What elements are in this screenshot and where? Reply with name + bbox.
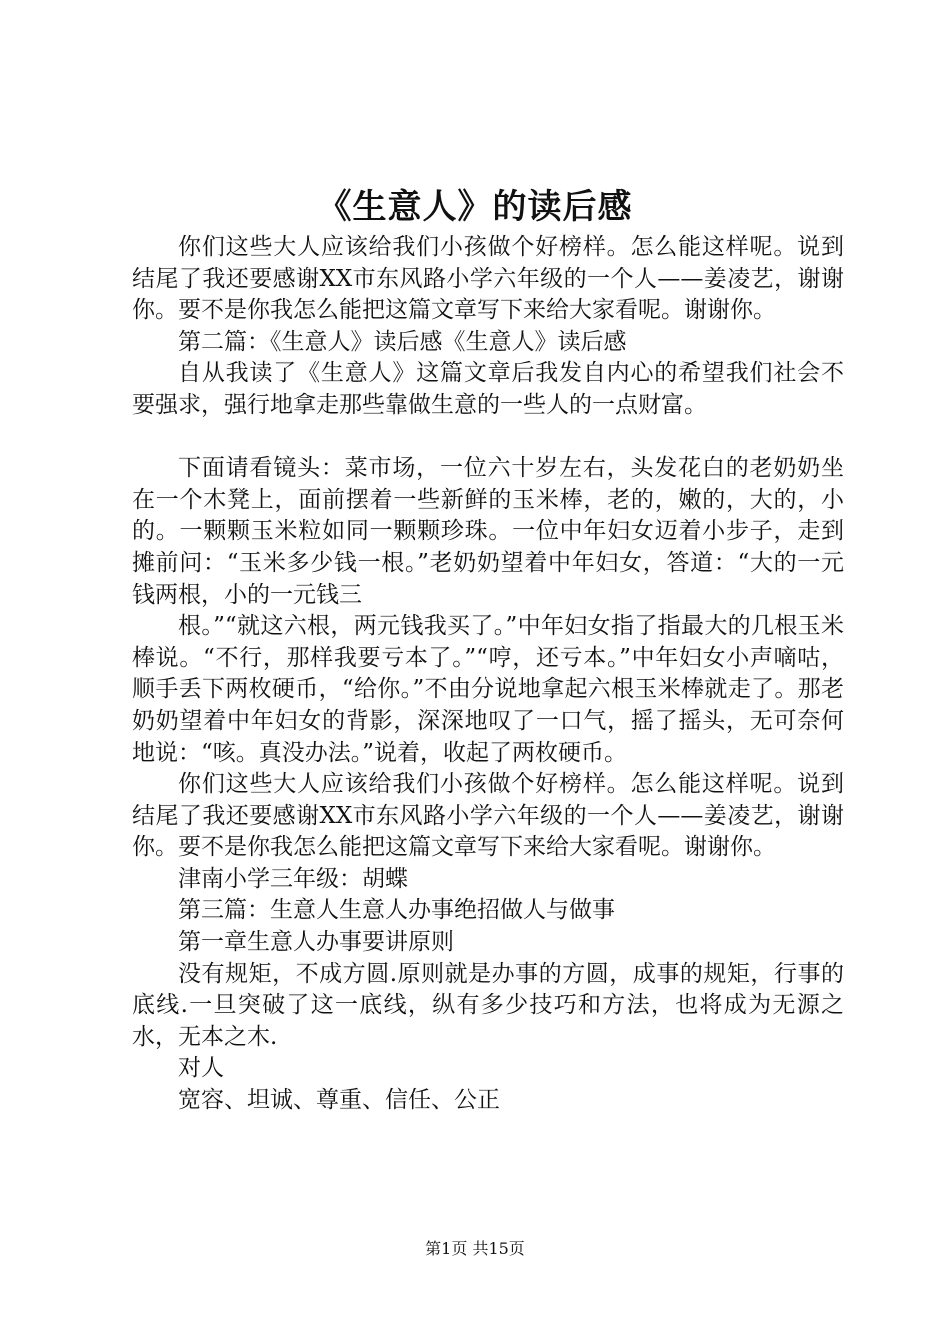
paragraph: 你们这些大人应该给我们小孩做个好榜样。怎么能这样呢。说到结尾了我还要感谢XX市东风路小学六年级的一个人——姜凌艺，谢谢你。要不是你我怎么能把这篇文章写下来给大家看呢。谢谢你。	[132, 771, 844, 861]
document-body	[132, 232, 844, 1117]
paragraph: 你们这些大人应该给我们小孩做个好榜样。怎么能这样呢。说到结尾了我还要感谢XX市东风路小学六年级的一个人——姜凌艺，谢谢你。要不是你我怎么能把这篇文章写下来给大家看呢。谢谢你。	[132, 234, 844, 324]
page-title: 《生意人》的读后感	[317, 187, 633, 227]
paragraph-heading: 第二篇：《生意人》读后感《生意人》读后感	[178, 328, 627, 355]
paragraph: 宽容、坦诚、尊重、信任、公正	[178, 1087, 500, 1114]
page-number-footer: 第1页 共15页	[425, 1239, 525, 1258]
blank-line	[132, 422, 844, 454]
author-line: 津南小学三年级：胡蝶	[178, 865, 408, 892]
paragraph: 下面请看镜头：菜市场，一位六十岁左右，头发花白的老奶奶坐在一个木凳上，面前摆着一些新鲜的玉米棒，老的，嫩的，大的，小的。一颗颗玉米粒如同一颗颗珍珠。一位中年妇女迈着小步子，走到摊前问：“玉米多少钱一根。”老奶奶望着中年妇女，答道：“大的一元钱两根，小的一元钱三	[132, 455, 844, 608]
paragraph: 没有规矩，不成方圆.原则就是办事的方圆，成事的规矩，行事的底线.一旦突破了这一底线，纵有多少技巧和方法，也将成为无源之水，无本之木.	[132, 960, 844, 1050]
paragraph: 对人	[178, 1055, 224, 1082]
paragraph: 根。”“就这六根，两元钱我买了。”中年妇女指了指最大的几根玉米棒说。“不行，那样我要亏本了。”“哼，还亏本。”中年妇女小声嘀咕，顺手丢下两枚硬币，“给你。”不由分说地拿起六根玉米棒就走了。那老奶奶望着中年妇女的背影，深深地叹了一口气，摇了摇头，无可奈何地说：“咳。真没办法。”说着，收起了两枚硬币。	[132, 613, 844, 766]
paragraph: 自从我读了《生意人》这篇文章后我发自内心的希望我们社会不要强求，强行地拿走那些靠做生意的一些人的一点财富。	[132, 360, 844, 418]
chapter-heading: 第一章生意人办事要讲原则	[178, 929, 454, 956]
paragraph-heading: 第三篇：生意人生意人办事绝招做人与做事	[178, 897, 615, 924]
